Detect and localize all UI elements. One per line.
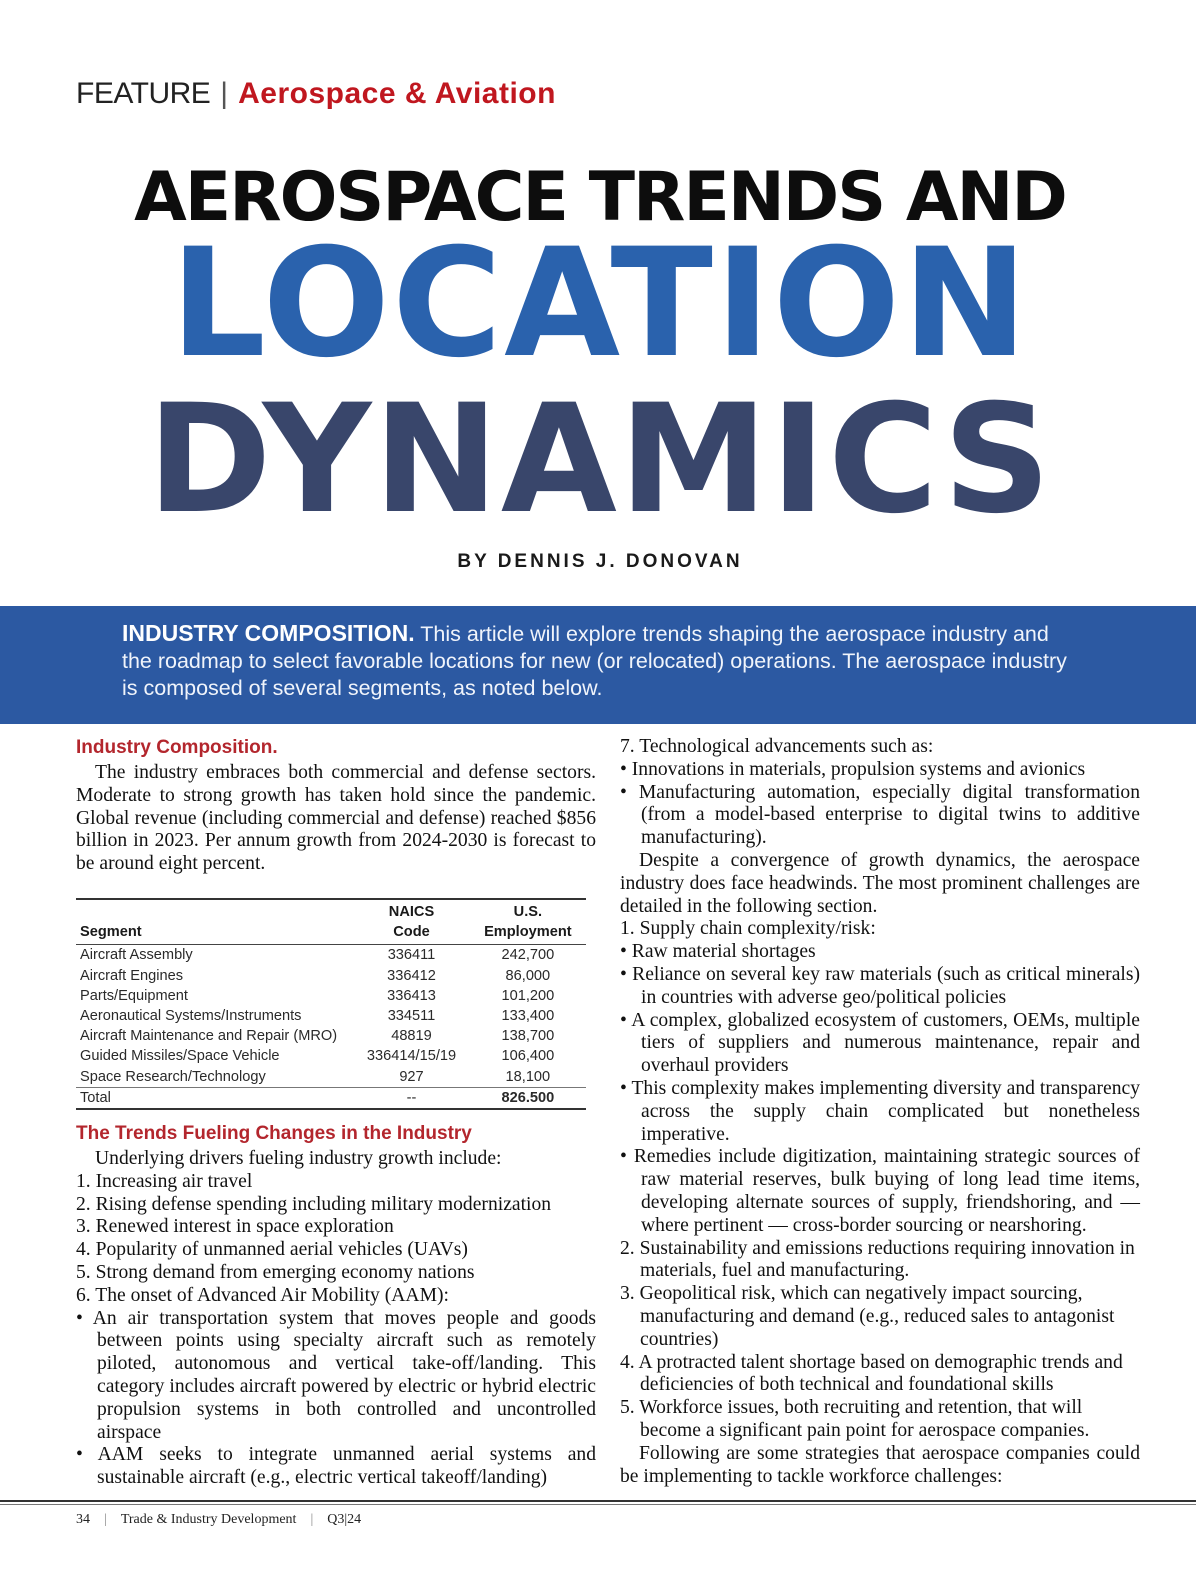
- cell-segment: Total: [76, 1087, 353, 1109]
- cell-code: 336411: [387, 947, 436, 964]
- paragraph: The industry embraces both commercial and defense sectors. Moderate to strong growth has taken hold since the pandemic. Global revenue (including commercial and defense) reached $856 billion in 2023. Per annum growth from 2024-2030 is forecast to be around eight percent.: [76, 762, 596, 875]
- footer-rule-thin: [0, 1504, 1196, 1505]
- section-label: Aerospace & Aviation: [238, 77, 556, 110]
- section-kicker: [76, 76, 556, 112]
- cell-employment: 242,700: [501, 947, 555, 964]
- right-column: [620, 736, 1140, 1488]
- headline-line-2: LOCATION: [170, 217, 1030, 391]
- table-row: [76, 966, 586, 986]
- list-item: 5. Strong demand from emerging economy nations: [76, 1262, 475, 1283]
- list-item: 1. Increasing air travel: [76, 1170, 253, 1192]
- col-header-emp-top: U.S.: [513, 903, 543, 920]
- col-header-segment: Segment: [76, 899, 353, 945]
- col-header-naics: [353, 899, 469, 945]
- table-header-row: [76, 899, 586, 945]
- intro-lead: INDUSTRY COMPOSITION.: [122, 620, 415, 646]
- kicker-separator: |: [220, 77, 229, 110]
- footer-separator: |: [104, 1512, 107, 1527]
- headline-line-1: AEROSPACE TRENDS AND: [134, 158, 1066, 237]
- bullet-item: • AAM seeks to integrate unmanned aerial systems and sustainable aircraft (e.g., electric vertical takeoff/landing): [76, 1444, 596, 1489]
- table-row: [76, 986, 586, 1006]
- list-item: 2. Sustainability and emissions reductions requiring innovation in materials, fuel and manufacturing.: [620, 1237, 1135, 1282]
- col-header-naics-bottom: Code: [393, 924, 430, 941]
- paragraph: Following are some strategies that aerospace companies could be implementing to tackle workforce challenges:: [620, 1442, 1140, 1487]
- table-row: [76, 1046, 586, 1066]
- cell-code: --: [353, 1087, 469, 1109]
- feature-label: FEATURE: [76, 77, 211, 110]
- table-row: [76, 1026, 586, 1046]
- list-item: 7. Technological advancements such as:: [620, 736, 934, 757]
- list-item: 6. The onset of Advanced Air Mobility (AAM):: [76, 1284, 449, 1306]
- intro-band: [0, 606, 1196, 724]
- table-row: [76, 945, 586, 966]
- naics-table: [76, 898, 586, 1110]
- list-item: 1. Supply chain complexity/risk:: [620, 918, 876, 940]
- intro-body: This article will explore trends shaping the aerospace industry and the roadmap to select favorable locations for new (or relocated) operations. The aerospace industry is composed of several segments, as noted below.: [122, 622, 1067, 700]
- cell-code: 336414/15/19: [366, 1048, 457, 1065]
- page-footer: [76, 1512, 375, 1528]
- table-row: [76, 1067, 586, 1088]
- footer-separator: |: [310, 1512, 314, 1527]
- col-header-employment: [470, 899, 586, 945]
- list-item: 4. Popularity of unmanned aerial vehicles (UAVs): [76, 1239, 468, 1261]
- cell-code: 334511: [387, 1008, 436, 1024]
- bullet-item: • An air transportation system that moves people and goods between points using specialty aircraft such as remotely piloted, autonomous and vertical take-off/landing. This category includes aircraft powered by electric or hybrid electric propulsion systems in both controlled and uncontrolled airspace: [76, 1307, 596, 1443]
- cell-segment: Aircraft Engines: [80, 967, 184, 984]
- byline: BY DENNIS J. DONOVAN: [457, 551, 743, 572]
- headline-line-3: DYNAMICS: [147, 373, 1053, 547]
- col-header-naics-top: NAICS: [388, 903, 435, 920]
- bullet-item: • Remedies include digitization, maintaining strategic sources of raw material reserves, bulk buying of long lead time items, developing alternate sources of supply, friendshoring, and — where pertinent — cross-border sourcing or nearshoring.: [620, 1146, 1140, 1236]
- heading-trends: The Trends Fueling Changes in the Industry: [76, 1123, 472, 1145]
- cell-code: 48819: [391, 1028, 432, 1045]
- cell-segment: Aircraft Maintenance and Repair (MRO): [80, 1028, 338, 1045]
- cell-code: 336412: [387, 967, 436, 984]
- page-number: 34: [76, 1512, 90, 1527]
- cell-code: 336413: [387, 987, 436, 1004]
- list-item: 5. Workforce issues, both recruiting and retention, that will become a significant pain point for aerospace companies.: [620, 1397, 1090, 1441]
- cell-segment: Aeronautical Systems/Instruments: [80, 1008, 302, 1024]
- left-column: [76, 736, 596, 1490]
- footer-rule: [0, 1500, 1196, 1502]
- cell-employment: 101,200: [501, 987, 555, 1004]
- list-item: 4. A protracted talent shortage based on demographic trends and deficiencies of both technical and foundational skills: [620, 1351, 1123, 1396]
- list-item: 2. Rising defense spending including military modernization: [76, 1193, 552, 1215]
- cell-employment: 138,700: [501, 1028, 555, 1045]
- cell-segment: Space Research/Technology: [80, 1068, 266, 1085]
- table-row: [76, 1006, 586, 1026]
- issue-label: Q3|24: [327, 1512, 362, 1527]
- table-total-row: [76, 1087, 586, 1109]
- bullet-item: • Raw material shortages: [620, 941, 816, 963]
- list-item: 3. Renewed interest in space exploration: [76, 1216, 394, 1238]
- cell-segment: Parts/Equipment: [80, 987, 188, 1004]
- cell-employment: 133,400: [501, 1008, 555, 1024]
- paragraph: Despite a convergence of growth dynamics, the aerospace industry does face headwinds. The most prominent challenges are detailed in the following section.: [620, 849, 1140, 917]
- cell-employment: 106,400: [501, 1048, 555, 1065]
- bullet-item: • This complexity makes implementing diversity and transparency across the supply chain complicated but nonetheless imperative.: [620, 1077, 1140, 1145]
- cell-employment: 826.500: [470, 1087, 586, 1109]
- col-header-emp-bottom: Employment: [484, 924, 572, 941]
- cell-employment: 86,000: [505, 967, 551, 984]
- bullet-item: • A complex, globalized ecosystem of customers, OEMs, multiple tiers of suppliers and numerous maintenance, repair and overhaul providers: [620, 1009, 1140, 1077]
- publication-name: Trade & Industry Development: [120, 1512, 297, 1527]
- cell-employment: 18,100: [505, 1068, 551, 1085]
- paragraph: Underlying drivers fueling industry growth include:: [95, 1148, 502, 1170]
- bullet-item: • Reliance on several key raw materials (such as critical minerals) in countries with adverse geo/political policies: [620, 963, 1140, 1008]
- cell-code: 927: [399, 1068, 424, 1085]
- cell-segment: Aircraft Assembly: [80, 947, 193, 964]
- bullet-item: • Manufacturing automation, especially digital transformation (from a model-based enterprise to digital twins to additive manufacturing).: [620, 781, 1140, 849]
- list-item: 3. Geopolitical risk, which can negatively impact sourcing, manufacturing and demand (e.g., reduced sales to antagonist countries): [620, 1283, 1115, 1350]
- cell-segment: Guided Missiles/Space Vehicle: [80, 1048, 280, 1065]
- bullet-item: • Innovations in materials, propulsion systems and avionics: [620, 758, 1086, 780]
- heading-industry-composition: Industry Composition.: [76, 737, 278, 758]
- intro-text: [122, 620, 1072, 702]
